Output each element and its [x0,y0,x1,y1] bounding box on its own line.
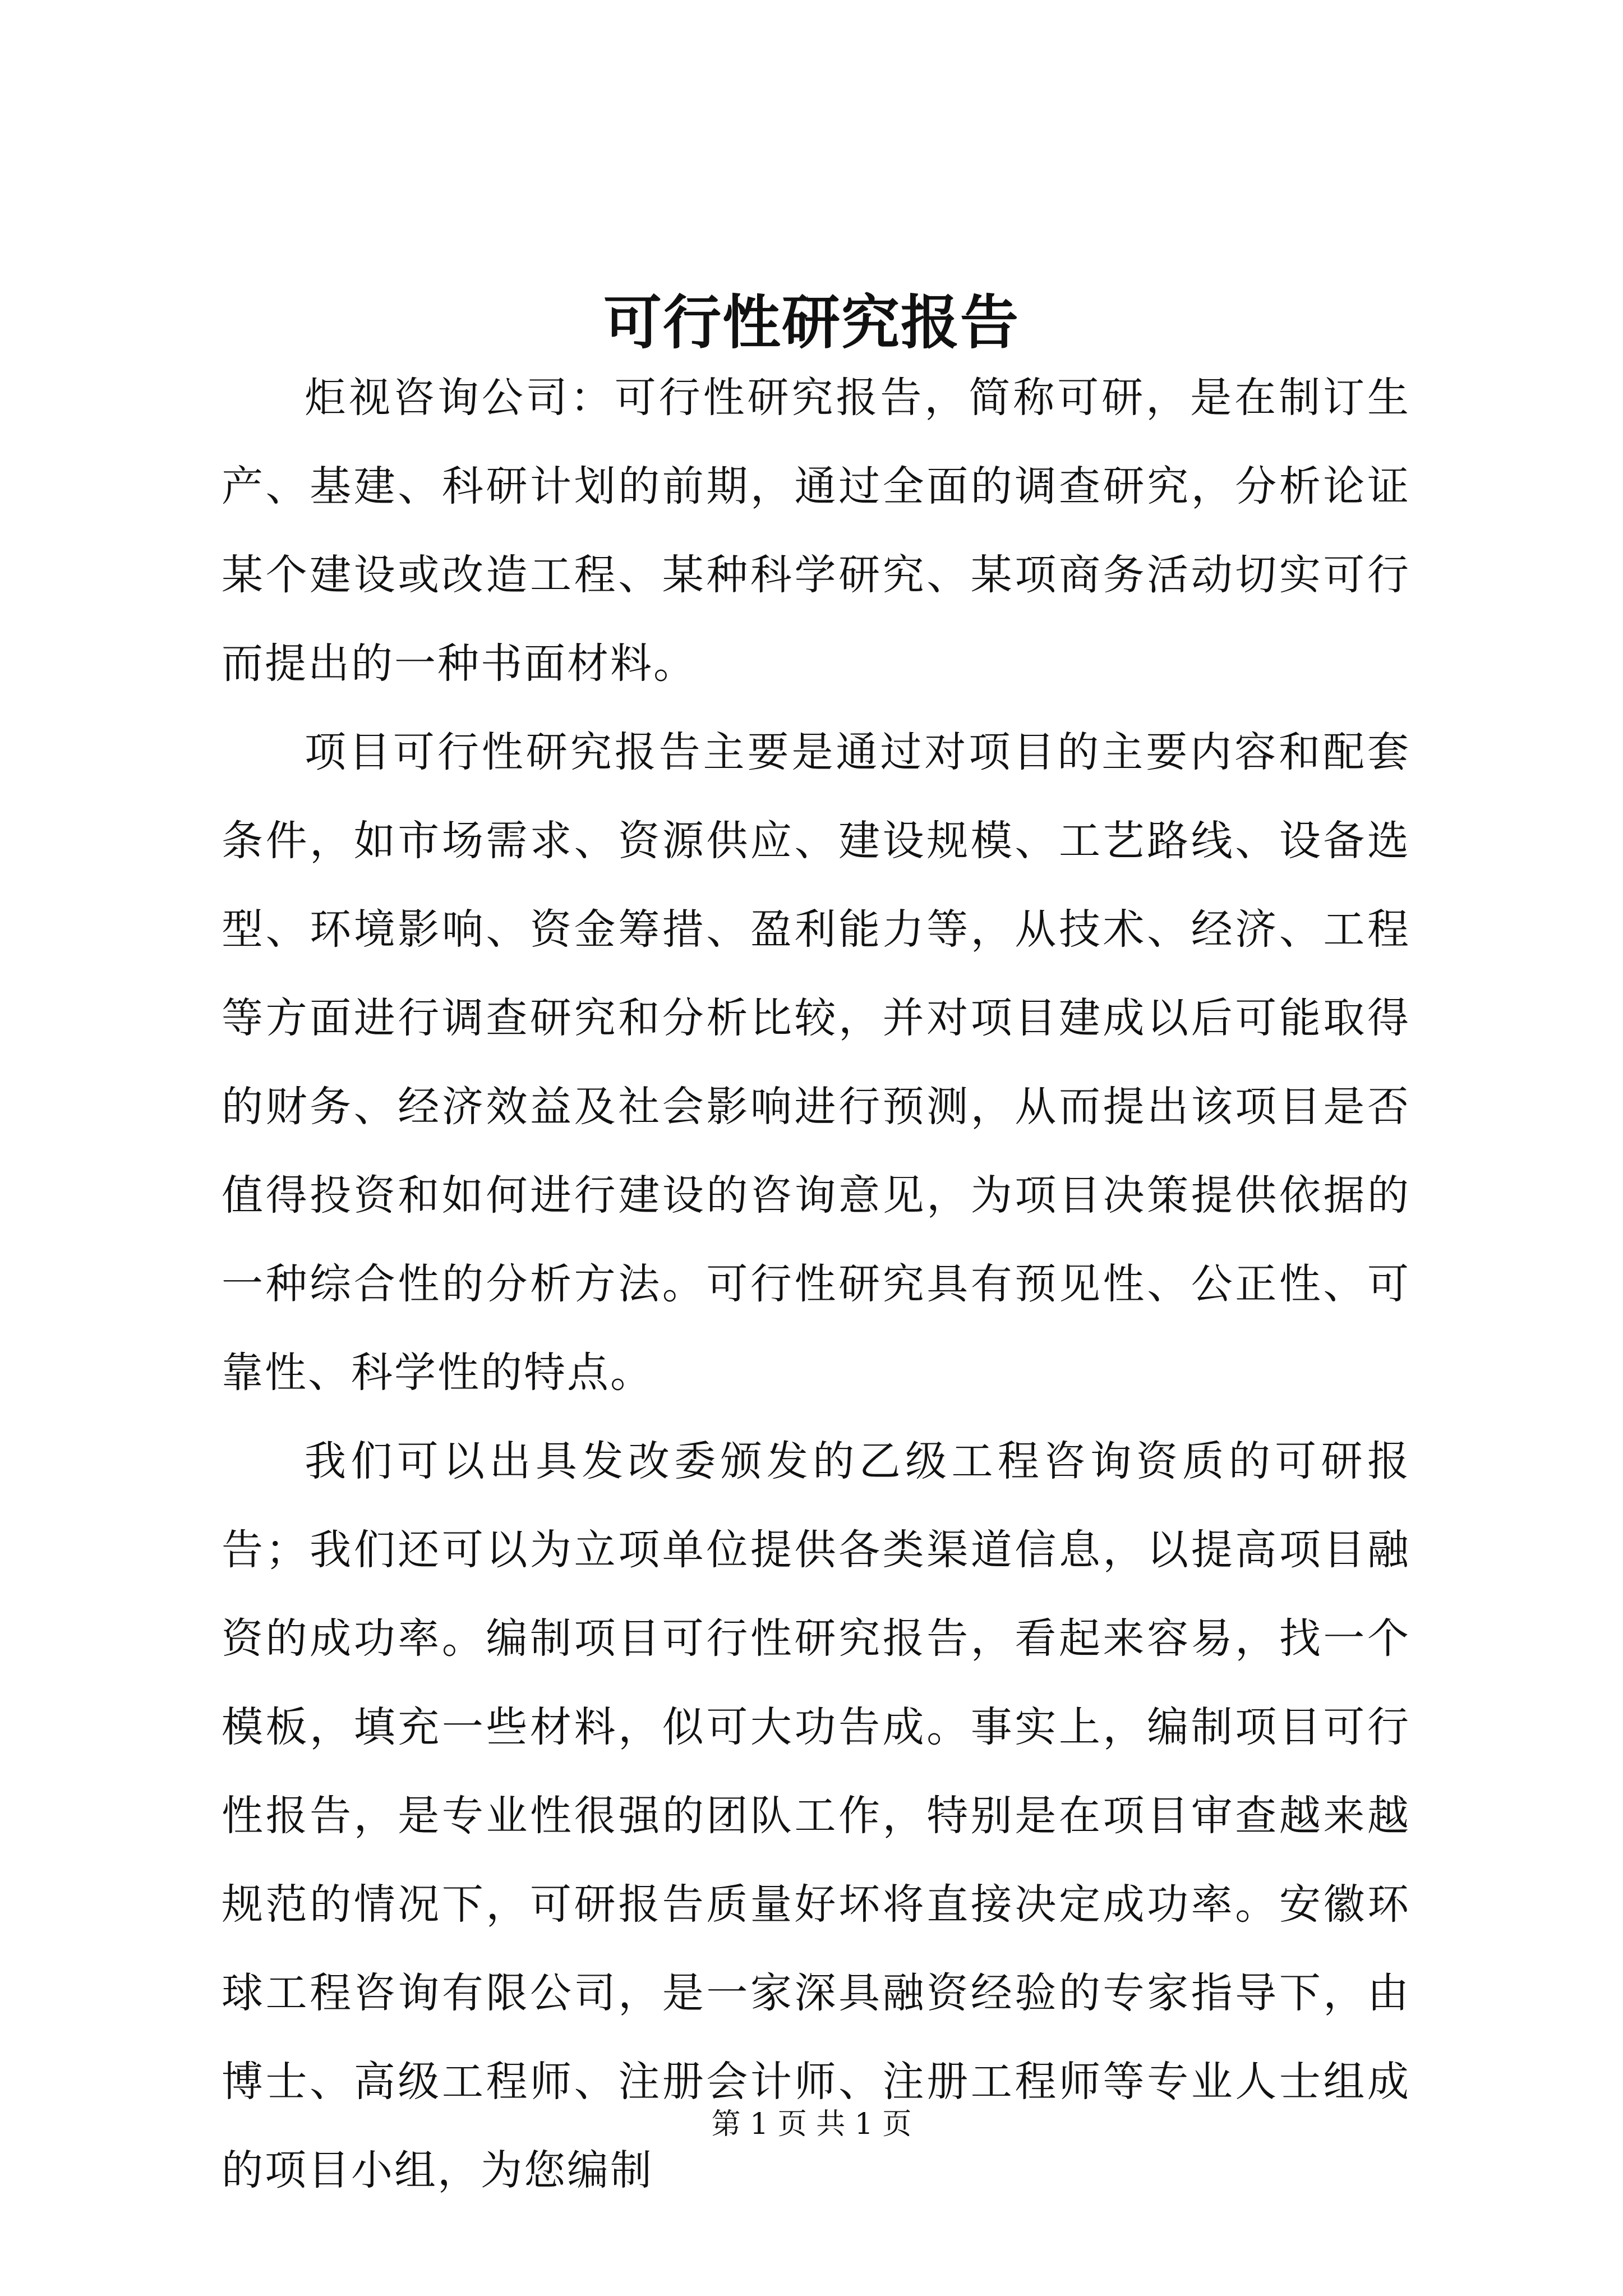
document-title: 可行性研究报告 [603,288,1020,357]
document-body [222,353,1410,2215]
page-footer: 第 1 页 共 1 页 [711,2108,912,2141]
paragraph-services: 我们可以出具发改委颁发的乙级工程咨询资质的可研报告；我们还可以为立项单位提供各类渠道信息，以提高项目融资的成功率。编制项目可行性研究报告，看起来容易，找一个模板，填充一些材料，似可大功告成。事实上，编制项目可行性报告，是专业性很强的团队工作，特别是在项目审查越来越规范的情况下，可研报告质量好坏将直接决定成功率。安徽环球工程咨询有限公司，是一家深具融资经验的专家指导下，由博士、高级工程师、注册会计师、注册工程师等专业人士组成的项目小组，为您编制 [222,1437,1410,2194]
paragraph-main-content: 项目可行性研究报告主要是通过对项目的主要内容和配套条件，如市场需求、资源供应、建设规模、工艺路线、设备选型、环境影响、资金筹措、盈利能力等，从技术、经济、工程等方面进行调查研究和分析比较，并对项目建成以后可能取得的财务、经济效益及社会影响进行预测，从而提出该项目是否值得投资和如何进行建设的咨询意见，为项目决策提供依据的一种综合性的分析方法。可行性研究具有预见性、公正性、可靠性、科学性的特点。 [222,728,1410,1397]
paragraph-intro: 炬视咨询公司：可行性研究报告，简称可研，是在制订生产、基建、科研计划的前期，通过全面的调查研究，分析论证某个建设或改造工程、某种科学研究、某项商务活动切实可行而提出的一种书面材料。 [222,374,1410,688]
